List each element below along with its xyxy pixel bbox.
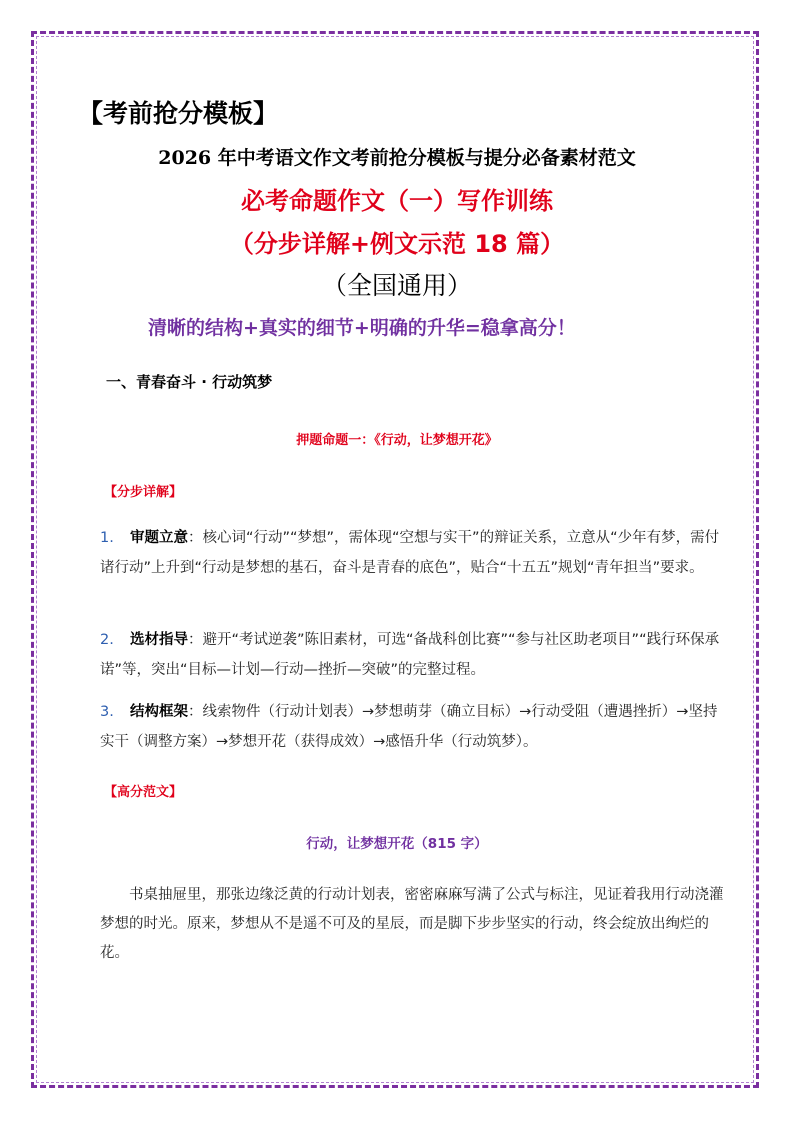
step-item: 3. 结构框架：线索物件（行动计划表）→梦想萌芽（确立目标）→行动受阻（遭遇挫折）→坚持实干（调整方案）→梦想开花（获得成效）→感悟升华（行动筑梦）。	[100, 697, 725, 757]
subtitle-national: （全国通用）	[321, 271, 472, 300]
section-heading: 一、青春奋斗 · 行动筑梦	[106, 373, 273, 391]
subtitle-red-2: （分步详解+例文示范 18 篇）	[229, 230, 565, 258]
step-number: 3.	[100, 704, 114, 720]
step-text: 核心词“行动”“梦想”，需体现“空想与实干”的辩证关系，立意从“少年有梦，需付诸行动”上升到“行动是梦想的基石，奋斗是青春的底色”，贴合“十五五”规划“青年担当”要求。	[100, 530, 720, 576]
step-head: 审题立意	[130, 530, 188, 546]
slogan: 清晰的结构+真实的细节+明确的升华=稳拿高分！	[148, 317, 576, 339]
step-head: 结构框架	[130, 704, 188, 720]
step-item: 2. 选材指导：避开“考试逆袭”陈旧素材，可选“备战科创比赛”“参与社区助老项目”“践行环保承诺”等，突出“目标—计划—行动—挫折—突破”的完整过程。	[100, 625, 725, 685]
step-label: 【分步详解】	[104, 485, 183, 500]
tag-title: 【考前抢分模板】	[78, 99, 279, 128]
topic-title: 押题命题一：《行动，让梦想开花》	[296, 433, 498, 448]
step-text: 线索物件（行动计划表）→梦想萌芽（确立目标）→行动受阻（遭遇挫折）→坚持实干（调整方案）→梦想开花（获得成效）→感悟升华（行动筑梦）。	[100, 704, 718, 750]
essay-text: 书桌抽屉里，那张边缘泛黄的行动计划表，密密麻麻写满了公式与标注，见证着我用行动浇灌梦想的时光。原来，梦想从不是遥不可及的星辰，而是脚下步步坚实的行动，终会绽放出绚烂的花。	[100, 887, 724, 961]
main-title: 2026 年中考语文作文考前抢分模板与提分必备素材范文	[158, 147, 636, 169]
essay-paragraph	[100, 881, 725, 968]
essay-title: 行动，让梦想开花（815 字）	[306, 836, 488, 852]
subtitle-red-1: 必考命题作文（一）写作训练	[241, 187, 553, 215]
step-text: 避开“考试逆袭”陈旧素材，可选“备战科创比赛”“参与社区助老项目”“践行环保承诺”等，突出“目标—计划—行动—挫折—突破”的完整过程。	[100, 632, 720, 678]
step-item: 1. 审题立意：核心词“行动”“梦想”，需体现“空想与实干”的辩证关系，立意从“少年有梦，需付诸行动”上升到“行动是梦想的基石，奋斗是青春的底色”，贴合“十五五”规划“青年担当”要求。	[100, 523, 725, 583]
step-head: 选材指导	[130, 632, 188, 648]
essay-label: 【高分范文】	[104, 785, 183, 800]
step-number: 1.	[100, 530, 114, 546]
step-number: 2.	[100, 632, 114, 648]
